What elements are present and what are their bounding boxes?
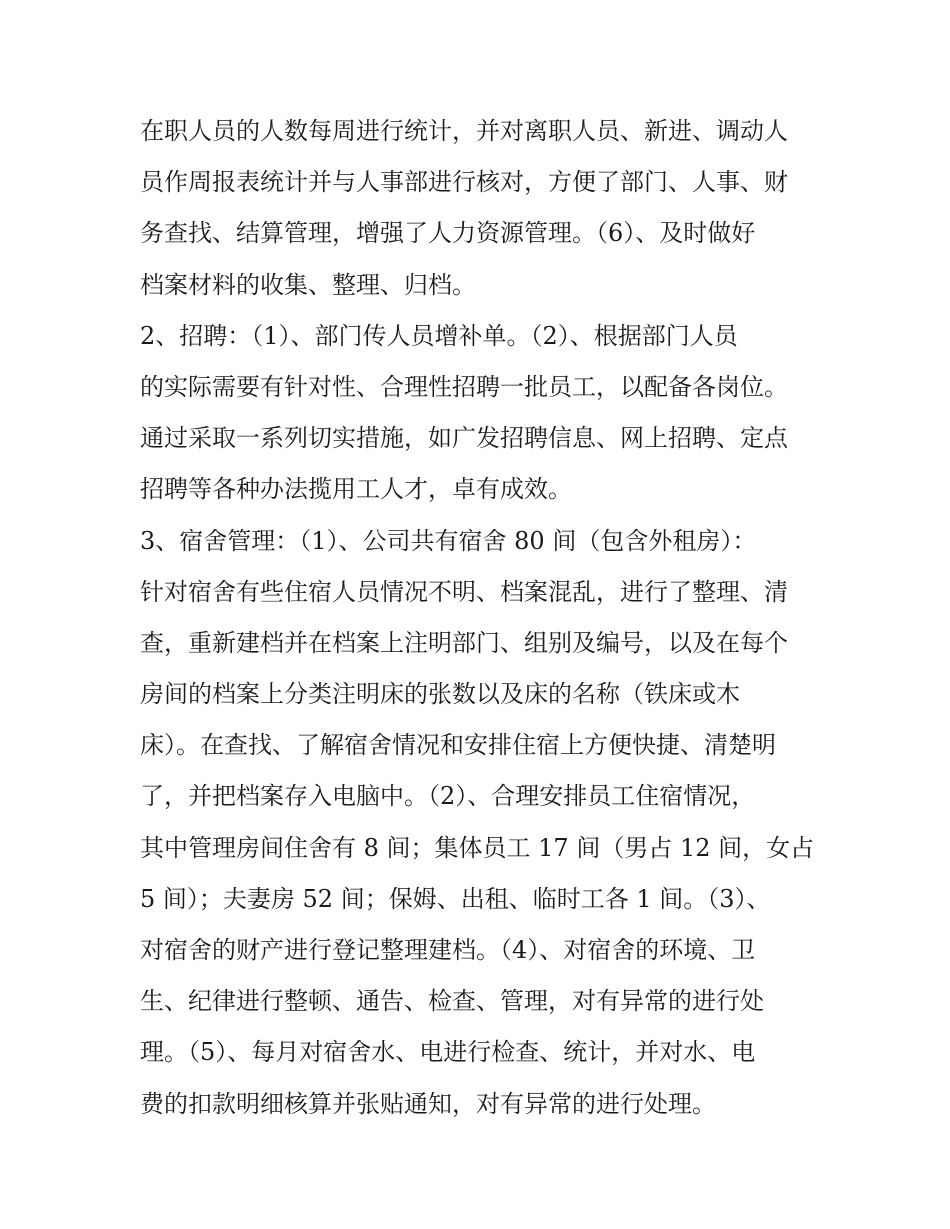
text-line: 通过采取一系列切实措施，如广发招聘信息、网上招聘、定点 — [140, 424, 788, 453]
text-line: 务查找、结算管理，增强了人力资源管理。（6）、及时做好 — [140, 219, 756, 248]
text-line: 2、招聘：（1）、部门传人员增补单。（2）、根据部门人员 — [140, 321, 738, 350]
body-text — [140, 106, 840, 1130]
text-line: 房间的档案上分类注明床的张数以及床的名称（铁床或木 — [140, 680, 740, 709]
text-line: 理。（5）、每月对宿舍水、电进行检查、统计，并对水、电 — [140, 1038, 756, 1067]
text-line: 对宿舍的财产进行登记整理建档。（4）、对宿舍的环境、卫 — [140, 936, 756, 964]
text-line: 费的扣款明细核算并张贴通知，对有异常的进行处理。 — [140, 1089, 716, 1118]
text-line: 招聘等各种办法揽用工人才，卓有成效。 — [140, 475, 572, 504]
text-line: 5 间）；夫妻房 52 间；保姆、出租、临时工各 1 间。（3）、 — [140, 884, 771, 913]
text-line: 生、纪律进行整顿、通告、检查、管理，对有异常的进行处 — [140, 987, 764, 1016]
text-line: 的实际需要有针对性、合理性招聘一批员工，以配备各岗位。 — [140, 372, 788, 401]
text-line: 员作周报表统计并与人事部进行核对，方便了部门、人事、财 — [140, 168, 788, 197]
text-line: 其中管理房间住舍有 8 间；集体员工 17 间（男占 12 间，女占 — [140, 833, 815, 862]
text-line: 针对宿舍有些住宿人员情况不明、档案混乱，进行了整理、清 — [140, 577, 788, 606]
text-line: 查，重新建档并在档案上注明部门、组别及编号，以及在每个 — [140, 628, 788, 657]
text-line: 档案材料的收集、整理、归档。 — [140, 270, 476, 299]
text-line: 3、宿舍管理：（1）、公司共有宿舍 80 间（包含外租房）： — [140, 526, 757, 555]
text-line: 床）。在查找、了解宿舍情况和安排住宿上方便快捷、清楚明 — [140, 731, 776, 760]
text-line: 了，并把档案存入电脑中。（2）、合理安排员工住宿情况， — [140, 782, 756, 811]
text-line: 在职人员的人数每周进行统计，并对离职人员、新进、调动人 — [140, 117, 788, 145]
